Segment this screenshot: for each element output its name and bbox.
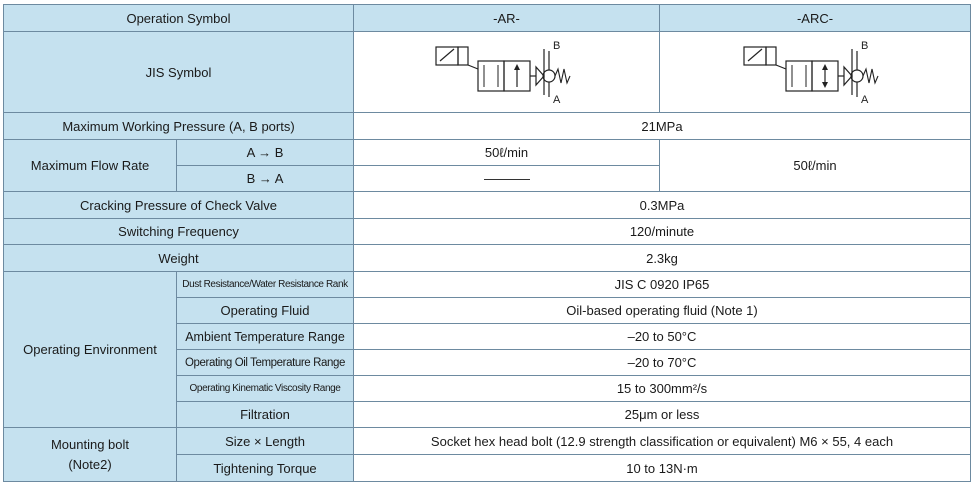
ar-header: -AR- bbox=[354, 5, 660, 32]
port-a-label: A bbox=[861, 94, 869, 105]
env-item-label: Operating Oil Temperature Range bbox=[177, 350, 354, 376]
flow-ba-label: B → A bbox=[177, 166, 354, 192]
env-item-value: Oil-based operating fluid (Note 1) bbox=[354, 298, 971, 324]
arc-jis-symbol bbox=[660, 32, 971, 113]
mounting-bolt-label bbox=[4, 428, 177, 482]
mounting-bolt-label-line1: Mounting bolt bbox=[50, 436, 130, 452]
env-item-label: Operating Fluid bbox=[177, 298, 354, 324]
env-row-dust bbox=[4, 272, 971, 298]
mounting-bolt-label-line2: (Note2) bbox=[68, 456, 112, 472]
env-item-value: –20 to 70°C bbox=[354, 350, 971, 376]
ar-flow-ab-value: 50ℓ/min bbox=[354, 140, 660, 166]
jis-symbol-row bbox=[4, 32, 971, 113]
env-item-value: –20 to 50°C bbox=[354, 324, 971, 350]
env-item-value: 15 to 300mm²/s bbox=[354, 376, 971, 402]
size-length-value: Socket hex head bolt (12.9 strength classification or equivalent) M6 × 55, 4 each bbox=[354, 428, 971, 455]
jis-symbol-label: JIS Symbol bbox=[4, 32, 354, 113]
switching-frequency-label: Switching Frequency bbox=[4, 219, 354, 245]
max-flow-row-ab bbox=[4, 140, 971, 166]
switching-frequency-value: 120/minute bbox=[354, 219, 971, 245]
port-b-label: B bbox=[552, 40, 560, 52]
max-pressure-label: Maximum Working Pressure (A, B ports) bbox=[4, 113, 354, 140]
env-item-label: Operating Kinematic Viscosity Range bbox=[177, 376, 354, 402]
port-a-label: A bbox=[552, 94, 560, 105]
tightening-torque-label: Tightening Torque bbox=[177, 455, 354, 482]
arc-flow-value: 50ℓ/min bbox=[660, 140, 971, 192]
header-row bbox=[4, 5, 971, 32]
cracking-pressure-row bbox=[4, 192, 971, 219]
env-item-value: JIS C 0920 IP65 bbox=[354, 272, 971, 298]
spec-table bbox=[3, 4, 971, 482]
tightening-torque-value: 10 to 13N·m bbox=[354, 455, 971, 482]
ar-valve-symbol-icon bbox=[432, 39, 582, 105]
flow-ab-label: A → B bbox=[177, 140, 354, 166]
switching-frequency-row bbox=[4, 219, 971, 245]
size-length-label: Size × Length bbox=[177, 428, 354, 455]
env-item-label: Filtration bbox=[177, 402, 354, 428]
arc-header: -ARC- bbox=[660, 5, 971, 32]
max-pressure-value: 21MPa bbox=[354, 113, 971, 140]
arc-valve-symbol-icon bbox=[740, 39, 890, 105]
operation-symbol-header: Operation Symbol bbox=[4, 5, 354, 32]
env-item-value: 25μm or less bbox=[354, 402, 971, 428]
max-pressure-row bbox=[4, 113, 971, 140]
mounting-row-size bbox=[4, 428, 971, 455]
ar-jis-symbol bbox=[354, 32, 660, 113]
env-item-label: Ambient Temperature Range bbox=[177, 324, 354, 350]
port-b-label: B bbox=[861, 40, 869, 52]
weight-row bbox=[4, 245, 971, 272]
weight-label: Weight bbox=[4, 245, 354, 272]
env-item-label: Dust Resistance/Water Resistance Rank bbox=[177, 272, 354, 298]
ar-flow-ba-value bbox=[354, 166, 660, 192]
max-flow-label: Maximum Flow Rate bbox=[4, 140, 177, 192]
cracking-pressure-value: 0.3MPa bbox=[354, 192, 971, 219]
cracking-pressure-label: Cracking Pressure of Check Valve bbox=[4, 192, 354, 219]
not-applicable-dash bbox=[484, 179, 530, 180]
weight-value: 2.3kg bbox=[354, 245, 971, 272]
operating-environment-label: Operating Environment bbox=[4, 272, 177, 428]
